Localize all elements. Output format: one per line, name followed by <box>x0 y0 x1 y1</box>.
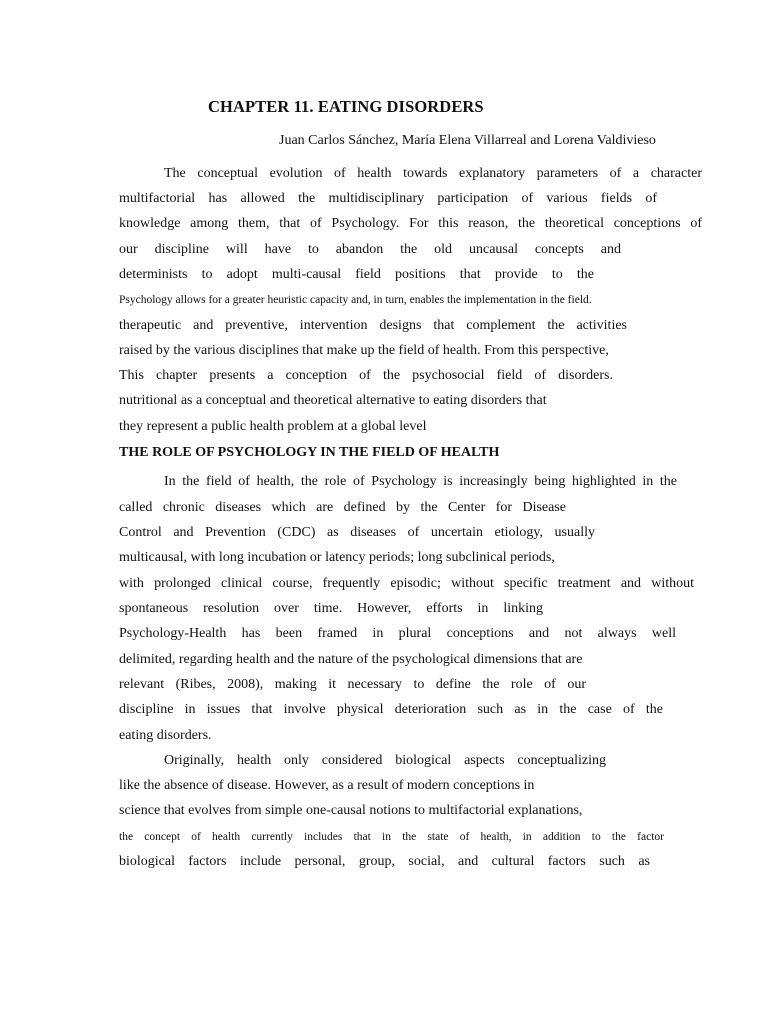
text-line: called chronic diseases which are defined by the Center for Disease <box>119 500 566 515</box>
text-line: raised by the various disciplines that make up the field of health. From this perspective, <box>119 343 609 358</box>
text-line: Originally, health only considered biological aspects conceptualizing <box>164 753 606 768</box>
text-line: In the field of health, the role of Psychology is increasingly being highlighted in the <box>164 474 677 489</box>
text-line: multifactorial has allowed the multidisciplinary participation of various fields of <box>119 191 657 206</box>
text-line: our discipline will have to abandon the old uncausal concepts and <box>119 242 621 257</box>
text-line: determinists to adopt multi-causal field positions that provide to the <box>119 267 594 282</box>
text-line: therapeutic and preventive, intervention designs that complement the activities <box>119 318 627 333</box>
text-line: nutritional as a conceptual and theoretical alternative to eating disorders that <box>119 393 547 408</box>
text-line: multicausal, with long incubation or latency periods; long subclinical periods, <box>119 550 555 565</box>
text-line: knowledge among them, that of Psychology. For this reason, the theoretical conceptions of <box>119 216 702 231</box>
text-line: relevant (Ribes, 2008), making it necessary to define the role of our <box>119 677 586 692</box>
chapter-authors: Juan Carlos Sánchez, María Elena Villarreal and Lorena Valdivieso <box>279 133 656 148</box>
text-line: eating disorders. <box>119 728 212 743</box>
text-line: Psychology allows for a greater heuristic capacity and, in turn, enables the implementation in the field. <box>119 294 592 306</box>
text-line: delimited, regarding health and the nature of the psychological dimensions that are <box>119 652 583 667</box>
section-heading: THE ROLE OF PSYCHOLOGY IN THE FIELD OF HEALTH <box>119 445 500 460</box>
text-line: like the absence of disease. However, as a result of modern conceptions in <box>119 778 535 793</box>
text-line: discipline in issues that involve physical deterioration such as in the case of the <box>119 702 663 717</box>
text-line: The conceptual evolution of health towards explanatory parameters of a character <box>164 166 702 181</box>
text-line: Control and Prevention (CDC) as diseases of uncertain etiology, usually <box>119 525 595 540</box>
text-line: This chapter presents a conception of the psychosocial field of disorders. <box>119 368 613 383</box>
text-line: Psychology-Health has been framed in plural conceptions and not always well <box>119 626 676 641</box>
text-line: spontaneous resolution over time. However, efforts in linking <box>119 601 543 616</box>
text-line: biological factors include personal, group, social, and cultural factors such as <box>119 854 650 869</box>
text-line: they represent a public health problem at a global level <box>119 419 427 434</box>
text-line: science that evolves from simple one-causal notions to multifactorial explanations, <box>119 803 583 818</box>
text-line: the concept of health currently includes that in the state of health, in addition to the factor <box>119 831 664 843</box>
text-line: with prolonged clinical course, frequently episodic; without specific treatment and without <box>119 576 694 591</box>
chapter-title: CHAPTER 11. EATING DISORDERS <box>208 97 484 116</box>
